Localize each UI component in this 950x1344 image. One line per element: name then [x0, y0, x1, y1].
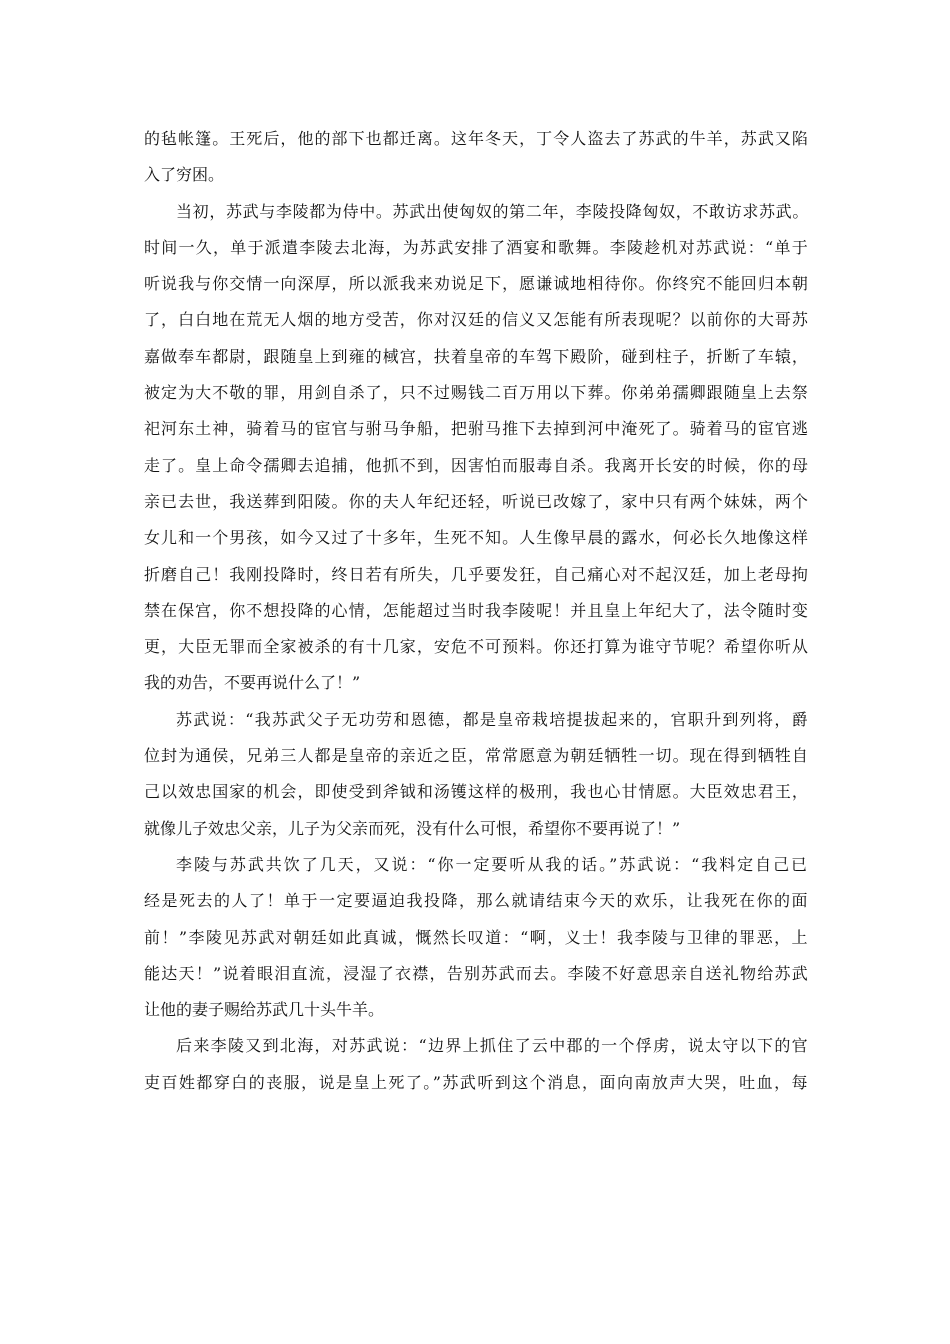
text-line: 时间一久，单于派遣李陵去北海，为苏武安排了酒宴和歌舞。李陵趁机对苏武说：“单于	[144, 237, 809, 257]
paragraph-first-line: 李陵与苏武共饮了几天，又说：“你一定要听从我的话。”苏武说：“我料定自己已	[176, 854, 809, 874]
text-line: 的毡帐篷。王死后，他的部下也都迁离。这年冬天，丁令人盗去了苏武的牛羊，苏武又陷	[144, 129, 809, 148]
text-line: 禁在保宫，你不想投降的心情，怎能超过当时我李陵呢！并且皇上年纪大了，法令随时变	[144, 600, 809, 620]
text-line: 折磨自己！我刚投降时，终日若有所失，几乎要发狂，自己痛心对不起汉廷，加上老母拘	[144, 564, 809, 584]
text-line: 吏百姓都穿白的丧服，说是皇上死了。”苏武听到这个消息，面向南放声大哭，吐血，每	[144, 1072, 809, 1092]
paragraph-first-line: 当初，苏武与李陵都为侍中。苏武出使匈奴的第二年，李陵投降匈奴，不敢访求苏武。	[176, 201, 809, 221]
paragraph-first-line: 苏武说：“我苏武父子无功劳和恩德，都是皇帝栽培提拔起来的，官职升到列将，爵	[176, 709, 809, 729]
text-line: 亲已去世，我送葬到阳陵。你的夫人年纪还轻，听说已改嫁了，家中只有两个妹妹，两个	[144, 491, 809, 511]
text-line: 经是死去的人了！单于一定要逼迫我投降，那么就请结束今天的欢乐，让我死在你的面	[144, 891, 809, 911]
text-line: 能达天！”说着眼泪直流，浸湿了衣襟，告别苏武而去。李陵不好意思亲自送礼物给苏武	[144, 963, 809, 983]
document-body	[144, 121, 809, 1101]
text-line: 我的劝告，不要再说什么了！”	[144, 673, 361, 693]
text-line: 前！”李陵见苏武对朝廷如此真诚，慨然长叹道：“啊，义士！我李陵与卫律的罪恶，上	[144, 927, 809, 947]
text-line: 更，大臣无罪而全家被杀的有十几家，安危不可预料。你还打算为谁守节呢？希望你听从	[144, 637, 809, 657]
text-line: 听说我与你交情一向深厚，所以派我来劝说足下，愿谦诚地相待你。你终究不能回归本朝	[144, 274, 809, 294]
text-line: 让他的妻子赐给苏武几十头牛羊。	[144, 1000, 385, 1020]
text-line: 祀河东土神，骑着马的宦官与驸马争船，把驸马推下去掉到河中淹死了。骑着马的宦官逃	[144, 419, 809, 439]
text-line: 就像儿子效忠父亲，儿子为父亲而死，没有什么可恨，希望你不要再说了！”	[144, 818, 681, 838]
text-line: 己以效忠国家的机会，即使受到斧钺和汤镬这样的极刑，我也心甘情愿。大臣效忠君王，	[144, 782, 809, 802]
text-line: 女儿和一个男孩，如今又过了十多年，生死不知。人生像早晨的露水，何必长久地像这样	[144, 528, 809, 548]
text-line: 嘉做奉车都尉，跟随皇上到雍的棫宫，扶着皇帝的车驾下殿阶，碰到柱子，折断了车辕，	[144, 346, 809, 366]
text-line: 入了穷困。	[144, 165, 225, 185]
text-line: 被定为大不敬的罪，用剑自杀了，只不过赐钱二百万用以下葬。你弟弟孺卿跟随皇上去祭	[144, 383, 809, 403]
text-line: 走了。皇上命令孺卿去追捕，他抓不到，因害怕而服毒自杀。我离开长安的时候，你的母	[144, 455, 809, 475]
paragraph-first-line: 后来李陵又到北海，对苏武说：“边界上抓住了云中郡的一个俘虏，说太守以下的官	[176, 1036, 809, 1056]
text-line: 了，白白地在荒无人烟的地方受苦，你对汉廷的信义又怎能有所表现呢？以前你的大哥苏	[144, 310, 809, 330]
text-line: 位封为通侯，兄弟三人都是皇帝的亲近之臣，常常愿意为朝廷牺牲一切。现在得到牺牲自	[144, 746, 809, 766]
